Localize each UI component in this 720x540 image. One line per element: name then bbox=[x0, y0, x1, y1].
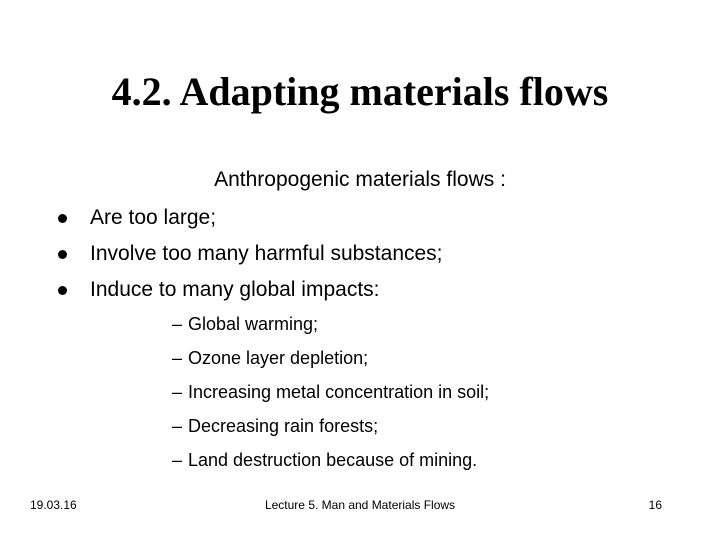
sub-bullet-item bbox=[172, 409, 489, 443]
dash-icon: – bbox=[172, 314, 183, 334]
bullet-list bbox=[58, 200, 443, 308]
bullet-dot-icon bbox=[58, 286, 67, 295]
sub-bullet-item bbox=[172, 307, 489, 341]
bullet-text: Involve too many harmful substances; bbox=[90, 242, 443, 265]
sub-bullet-item bbox=[172, 443, 489, 477]
bullet-item bbox=[58, 272, 443, 308]
dash-icon: – bbox=[172, 416, 183, 436]
sub-bullet-item bbox=[172, 375, 489, 409]
footer-date: 19.03.16 bbox=[30, 498, 77, 512]
dash-icon: – bbox=[172, 348, 183, 368]
bullet-item bbox=[58, 200, 443, 236]
bullet-dot-icon bbox=[58, 250, 67, 259]
sub-bullet-list bbox=[172, 307, 489, 477]
intro-text: Anthropogenic materials flows : bbox=[214, 168, 506, 191]
bullet-item bbox=[58, 236, 443, 272]
sub-bullet-text: Ozone layer depletion; bbox=[188, 348, 369, 368]
dash-icon: – bbox=[172, 450, 183, 470]
footer-lecture-title: Lecture 5. Man and Materials Flows bbox=[264, 498, 456, 512]
sub-bullet-text: Decreasing rain forests; bbox=[188, 416, 379, 436]
bullet-dot-icon bbox=[58, 214, 67, 223]
sub-bullet-item bbox=[172, 341, 489, 375]
sub-bullet-text: Global warming; bbox=[188, 314, 319, 334]
footer-page-number: 16 bbox=[648, 498, 662, 512]
sub-bullet-text: Land destruction because of mining. bbox=[188, 450, 478, 470]
bullet-text: Induce to many global impacts: bbox=[90, 278, 380, 301]
slide-title: 4.2. Adapting materials flows bbox=[111, 69, 609, 114]
sub-bullet-text: Increasing metal concentration in soil; bbox=[188, 382, 490, 402]
dash-icon: – bbox=[172, 382, 183, 402]
bullet-text: Are too large; bbox=[90, 206, 217, 229]
